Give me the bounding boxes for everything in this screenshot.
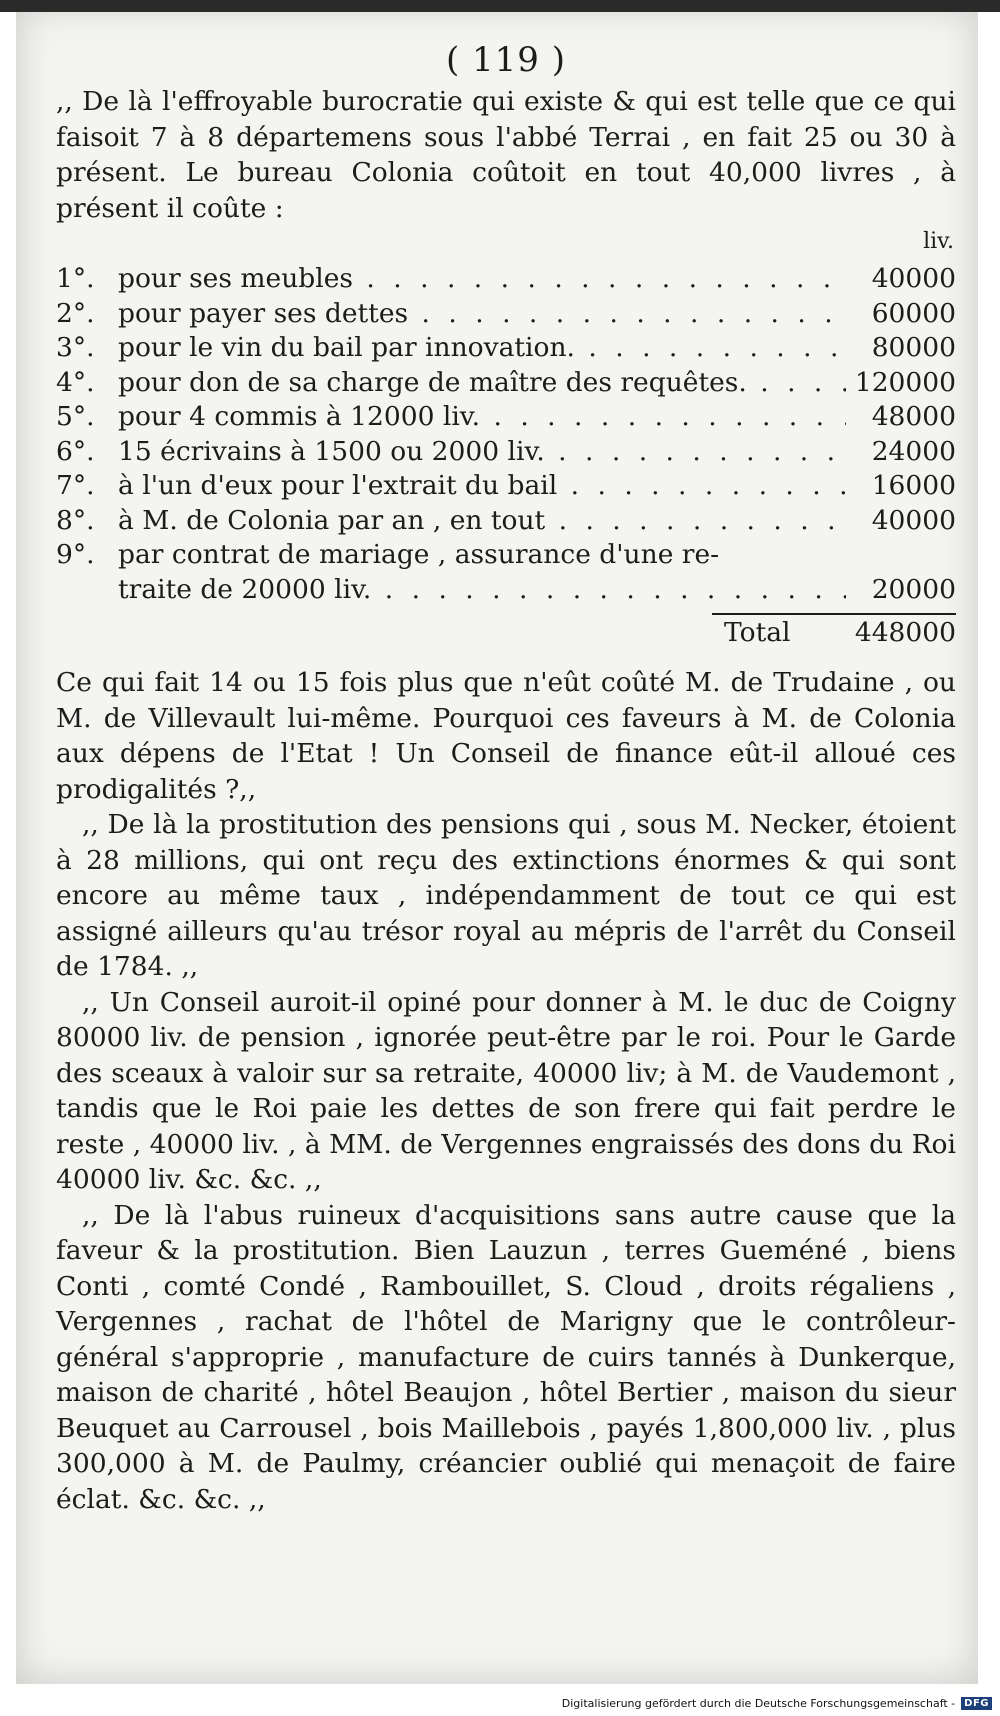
item-number: 8°. (56, 504, 95, 536)
total-row (56, 613, 956, 651)
item-number: 7°. (56, 470, 95, 501)
paragraph-trudaine: Ce qui fait 14 ou 15 fois plus que n'eût coûté M. de Trudaine , ou M. de Villevault lui-même. Pourquoi ces faveurs à M. de Colonia aux dépens de l'Etat ! Un Conseil de finance eût-il alloué ces prodigalités ?,, (56, 667, 956, 805)
total-value: 448000 (854, 617, 956, 648)
paragraph-pensions: ,, De là la prostitution des pensions qui , sous M. Necker, étoient à 28 millions, qui ont reçu des extinctions énormes & qui sont encore au même taux , indépendamment de tout ce qui est assigné ailleurs qu'au trésor royal au mépris de l'arrêt du Conseil de 1784. ,, (56, 809, 956, 982)
expense-item (56, 297, 956, 332)
item-text: pour le vin du bail par innovation. . . . (118, 331, 846, 366)
expense-item (56, 400, 956, 435)
item-text: par contrat de mariage , assurance d'une re- (118, 539, 720, 570)
item-value: 40000 (871, 504, 956, 536)
scan-top-edge (0, 0, 1000, 12)
item-number: 6°. (56, 435, 95, 467)
item-number: 2°. (56, 297, 95, 329)
paragraph-burocratie: ,, De là l'effroyable burocratie qui existe & qui est telle que ce qui faisoit 7 à 8 départemens sous l'abbé Terrai , en fait 25 ou 30 à présent. Le bureau Colonia coûtoit en tout 40,000 livres , à présent il coûte : (56, 86, 956, 224)
paragraph-acquisitions: ,, De là l'abus ruineux d'acquisitions sans autre cause que la faveur & la prostitution. Bien Lauzun , terres Gueméné , biens Conti , comté Condé , Rambouillet, S. Cloud , droits régaliens , Vergennes , rachat de l'hôtel de Marigny que le contrôleur-général s'approprie , manufacture de cuirs tannés à Dunkerque, maison de charité , hôtel Beaujon , hôtel Bertier , maison du sieur Beuquet au Carrousel , bois Maillebois , payés 1,800,000 liv. , plus 300,000 à M. de Paulmy, créancier oublié qui menaçoit de faire éclat. &c. &c. ,, (56, 1199, 956, 1515)
item-value: 20000 (871, 573, 956, 605)
item-value: 40000 (871, 263, 956, 294)
total-box (712, 613, 956, 651)
item-number: 3°. (56, 332, 95, 363)
paragraph-conseil: ,, Un Conseil auroit-il opiné pour donner à M. le duc de Coigny 80000 liv. de pension , ignorée peut-être par le roi. Pour le Garde des sceaux à valoir sur sa retraite, 40000 liv; à M. de Vaudemont , tandis que le Roi paie les dettes de son frere qui fait perdre le reste , 40000 liv. , à MM. de Vergennes engraissés des dons du Roi 40000 liv. &c. &c. ,, (56, 986, 956, 1195)
expense-item (56, 469, 956, 504)
item-text: pour don de sa charge de maître des requêtes. . . . (118, 366, 846, 401)
item-text: pour payer ses dettes . . . (118, 297, 846, 332)
expense-list (56, 262, 956, 607)
expense-item (56, 504, 956, 539)
expense-item (56, 262, 956, 297)
item-value: 80000 (871, 332, 956, 363)
item-value: 24000 (871, 435, 956, 467)
item-number: 5°. (56, 401, 95, 432)
item-text: à M. de Colonia par an , en tout . . . (118, 504, 846, 539)
item-number: 9°. (56, 539, 95, 570)
item-value: 60000 (871, 297, 956, 329)
expense-item (56, 331, 956, 366)
item-text: à l'un d'eux pour l'extrait du bail . . . (118, 469, 846, 504)
expense-item-9-line1 (56, 538, 956, 573)
book-page (16, 4, 978, 1684)
item-number: 1°. (56, 263, 95, 294)
page-number: ( 119 ) (445, 40, 567, 80)
item-text: pour 4 commis à 12000 liv. . . . (118, 400, 846, 435)
expense-item (56, 435, 956, 470)
digitization-footer (562, 1697, 992, 1710)
currency-header: liv. (923, 229, 954, 254)
item-value: 16000 (871, 470, 956, 501)
total-label: Total (724, 617, 791, 648)
expense-item-9 (56, 538, 956, 607)
expense-item (56, 366, 956, 401)
expense-item-9-line2 (56, 573, 956, 608)
item-text: 15 écrivains à 1500 ou 2000 liv. . . . (118, 435, 846, 470)
dfg-logo-icon: DFG (961, 1697, 992, 1710)
item-value: 48000 (871, 401, 956, 432)
item-text-continued: traite de 20000 liv. . . . (118, 573, 846, 608)
item-value: 120000 (854, 366, 956, 398)
item-number: 4°. (56, 366, 95, 398)
item-text: pour ses meubles . . . (118, 262, 846, 297)
footer-credit: Digitalisierung gefördert durch die Deutsche Forschungsgemeinschaft - (561, 1697, 956, 1710)
page-content (56, 40, 956, 1517)
